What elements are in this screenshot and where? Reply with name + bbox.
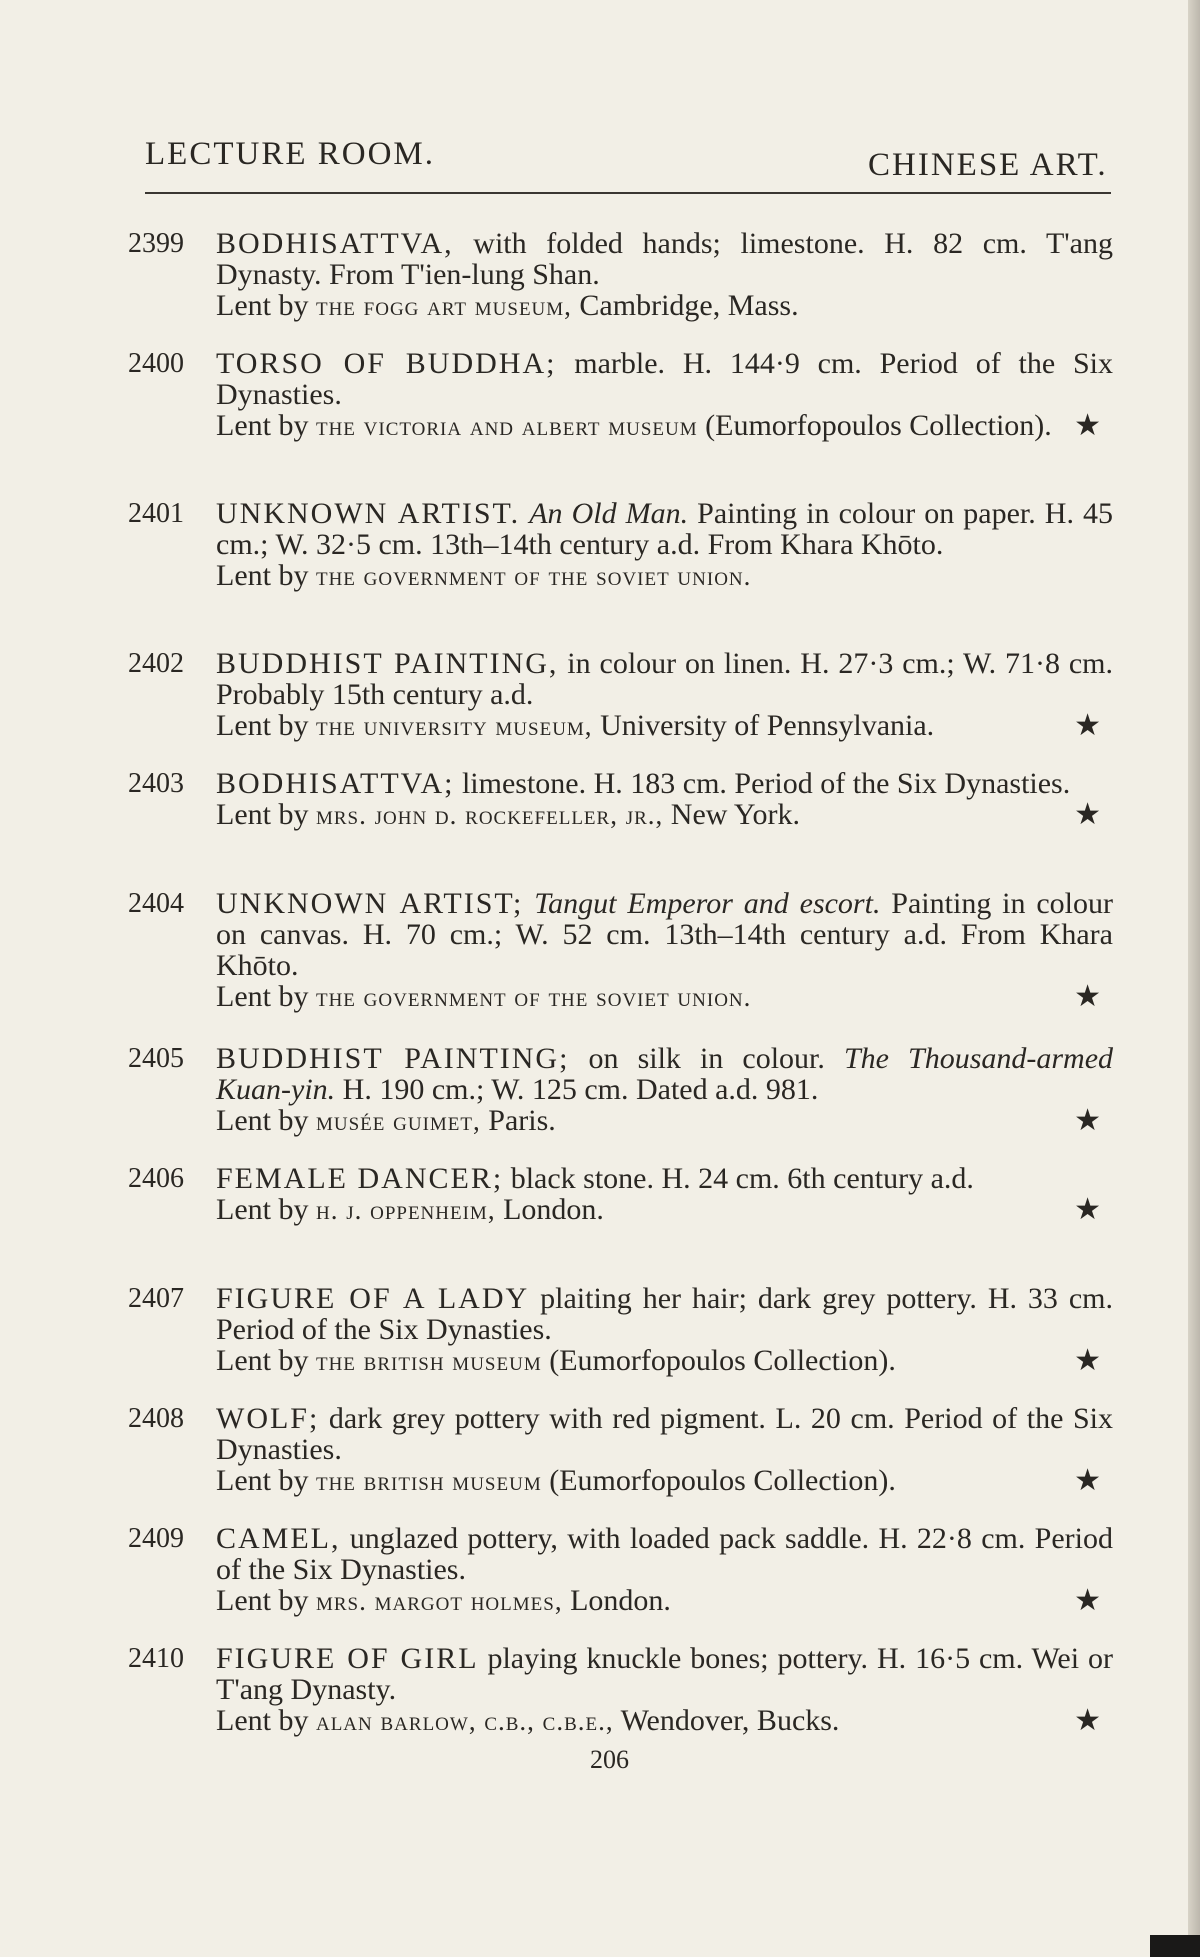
entry-title: CAMEL, — [216, 1522, 341, 1555]
entry-number: 2407 — [128, 1283, 184, 1314]
lender-name: the british museum — [315, 1346, 542, 1376]
entry-description — [216, 888, 1113, 981]
star-icon: ★ — [1074, 1344, 1101, 1377]
entry-lender-line — [216, 1105, 1113, 1137]
lender-name: the victoria and albert museum — [315, 411, 698, 441]
lent-prefix: Lent by — [216, 1193, 316, 1226]
star-icon: ★ — [1074, 980, 1101, 1013]
lender-location: London. — [495, 1193, 604, 1226]
lender-name: the government of the soviet union. — [315, 561, 752, 591]
catalogue-entry — [128, 1403, 1113, 1497]
lender-name: the government of the soviet union. — [315, 982, 752, 1012]
entry-number: 2399 — [128, 228, 184, 259]
entry-number: 2406 — [128, 1163, 184, 1194]
entry-title: UNKNOWN ARTIST; — [216, 887, 524, 920]
lender-location: New York. — [663, 798, 800, 831]
lender-location: Cambridge, Mass. — [571, 289, 799, 322]
entry-details-cont: H. 190 cm.; W. 125 cm. Dated a.d. 981. — [335, 1073, 819, 1106]
entry-italic-title: An Old Man. — [529, 497, 689, 530]
star-icon: ★ — [1074, 709, 1101, 742]
catalogue-entry — [128, 888, 1113, 1013]
entry-details: on silk in colour. — [569, 1042, 825, 1075]
entry-description — [216, 1283, 1113, 1345]
lent-prefix: Lent by — [216, 1104, 316, 1137]
lender-location: (Eumorfopoulos Collection). — [541, 1344, 896, 1377]
entry-details: with folded hands; limestone. H. 82 cm. T'ang Dynasty. From T'ien-lung Shan. — [216, 227, 1113, 291]
entry-title: UNKNOWN ARTIST. — [216, 497, 521, 530]
entry-italic-title: The Thousand-armed Kuan-yin. — [216, 1042, 1114, 1106]
lent-prefix: Lent by — [216, 1344, 316, 1377]
lender-name: the university museum, — [315, 711, 593, 741]
entry-details: Painting in colour on canvas. H. 70 cm.; W. 52 cm. 13th–14th century a.d. From Khara Khōto. — [216, 887, 1114, 982]
catalogue-entry — [128, 1163, 1113, 1226]
lent-prefix: Lent by — [216, 1584, 316, 1617]
scan-corner — [1150, 1935, 1200, 1957]
entry-number: 2410 — [128, 1643, 184, 1674]
entry-details: dark grey pottery with red pigment. L. 20 cm. Period of the Six Dynasties. — [216, 1402, 1113, 1466]
entry-number: 2405 — [128, 1043, 184, 1074]
entry-description — [216, 648, 1113, 710]
entry-lender-line — [216, 560, 1113, 592]
entry-details: unglazed pottery, with loaded pack saddle. H. 22·8 cm. Period of the Six Dynasties. — [216, 1522, 1113, 1586]
entry-number: 2408 — [128, 1403, 184, 1434]
catalogue-entry — [128, 228, 1113, 322]
star-icon: ★ — [1074, 1193, 1101, 1226]
catalogue-entry — [128, 1283, 1113, 1377]
entry-description — [216, 768, 1113, 799]
entry-number: 2402 — [128, 648, 184, 679]
lender-name: mrs. john d. rockefeller, jr., — [315, 800, 664, 830]
running-head-left: LECTURE ROOM. — [145, 136, 435, 172]
catalogue-entry — [128, 1643, 1113, 1737]
lent-prefix: Lent by — [216, 409, 316, 442]
star-icon: ★ — [1074, 1104, 1101, 1137]
lender-name: mrs. margot holmes, — [315, 1586, 563, 1616]
entry-title: WOLF; — [216, 1402, 320, 1435]
entry-lender-line — [216, 710, 1113, 742]
lender-location: Paris. — [480, 1104, 556, 1137]
lent-prefix: Lent by — [216, 1464, 316, 1497]
entry-title: BUDDHIST PAINTING; — [216, 1042, 570, 1075]
entry-lender-line — [216, 1705, 1113, 1737]
entry-lender-line — [216, 1585, 1113, 1617]
entry-number: 2401 — [128, 498, 184, 529]
star-icon: ★ — [1074, 1704, 1101, 1737]
lent-prefix: Lent by — [216, 709, 316, 742]
catalogue-entry — [128, 348, 1113, 442]
catalogue-entry — [128, 648, 1113, 742]
entry-description — [216, 1523, 1113, 1585]
lent-prefix: Lent by — [216, 798, 316, 831]
entry-number: 2400 — [128, 348, 184, 379]
catalogue-entry — [128, 1043, 1113, 1137]
lent-prefix: Lent by — [216, 1704, 316, 1737]
lender-location: (Eumorfopoulos Collection). — [697, 409, 1052, 442]
entry-description — [216, 228, 1113, 290]
star-icon: ★ — [1074, 798, 1101, 831]
catalogue-entry — [128, 768, 1113, 831]
star-icon: ★ — [1074, 409, 1101, 442]
entry-details: Painting in colour on paper. H. 45 cm.; W. 32·5 cm. 13th–14th century a.d. From Khara Khōto. — [216, 497, 1114, 561]
entry-description — [216, 348, 1113, 410]
entry-lender-line — [216, 290, 1113, 322]
entry-description — [216, 1163, 1113, 1194]
lent-prefix: Lent by — [216, 559, 316, 592]
entry-details: black stone. H. 24 cm. 6th century a.d. — [503, 1162, 974, 1195]
entry-details: limestone. H. 183 cm. Period of the Six Dynasties. — [454, 767, 1071, 800]
page-number: 206 — [590, 1745, 629, 1774]
catalogue-entry — [128, 1523, 1113, 1617]
lent-prefix: Lent by — [216, 980, 316, 1013]
entry-lender-line — [216, 410, 1113, 442]
lender-location: (Eumorfopoulos Collection). — [541, 1464, 896, 1497]
entry-number: 2404 — [128, 888, 184, 919]
entry-title: FEMALE DANCER; — [216, 1162, 504, 1195]
entry-number: 2403 — [128, 768, 184, 799]
entry-title: BODHISATTVA; — [216, 767, 455, 800]
star-icon: ★ — [1074, 1464, 1101, 1497]
lender-name: alan barlow, c.b., c.b.e., — [315, 1706, 614, 1736]
lent-prefix: Lent by — [216, 289, 316, 322]
entry-title: TORSO OF BUDDHA; — [216, 347, 557, 380]
lender-name: musée guimet, — [315, 1106, 481, 1136]
lender-location: London. — [562, 1584, 671, 1617]
entry-details: marble. H. 144·9 cm. Period of the Six Dynasties. — [216, 347, 1113, 411]
running-head-right: CHINESE ART. — [868, 147, 1108, 183]
entry-lender-line — [216, 799, 1113, 831]
header-rule — [145, 192, 1111, 194]
entry-description — [216, 1043, 1113, 1105]
lender-name: the british museum — [315, 1466, 542, 1496]
entry-title: BODHISATTVA, — [216, 227, 454, 260]
entry-description — [216, 1643, 1113, 1705]
entry-number: 2409 — [128, 1523, 184, 1554]
entry-lender-line — [216, 1194, 1113, 1226]
entry-lender-line — [216, 1465, 1113, 1497]
lender-name: h. j. oppenheim, — [315, 1195, 496, 1225]
entry-details: plaiting her hair; dark grey pottery. H. 33 cm. Period of the Six Dynasties. — [216, 1282, 1114, 1346]
entry-description — [216, 1403, 1113, 1465]
lender-location: University of Pennsylvania. — [592, 709, 935, 742]
entry-lender-line — [216, 981, 1113, 1013]
entry-lender-line — [216, 1345, 1113, 1377]
star-icon: ★ — [1074, 1584, 1101, 1617]
entry-italic-title: Tangut Emperor and escort. — [534, 887, 881, 920]
entry-title: BUDDHIST PAINTING, — [216, 647, 559, 680]
lender-location: Wendover, Bucks. — [613, 1704, 840, 1737]
entry-title: FIGURE OF GIRL — [216, 1642, 479, 1675]
page-edge — [1188, 0, 1200, 1957]
entry-description — [216, 498, 1113, 560]
entry-details: in colour on linen. H. 27·3 cm.; W. 71·8 cm. Probably 15th century a.d. — [216, 647, 1114, 711]
lender-name: the fogg art museum, — [315, 291, 572, 321]
catalogue-entry — [128, 498, 1113, 592]
entry-details: playing knuckle bones; pottery. H. 16·5 cm. Wei or T'ang Dynasty. — [216, 1642, 1114, 1706]
entry-title: FIGURE OF A LADY — [216, 1282, 530, 1315]
